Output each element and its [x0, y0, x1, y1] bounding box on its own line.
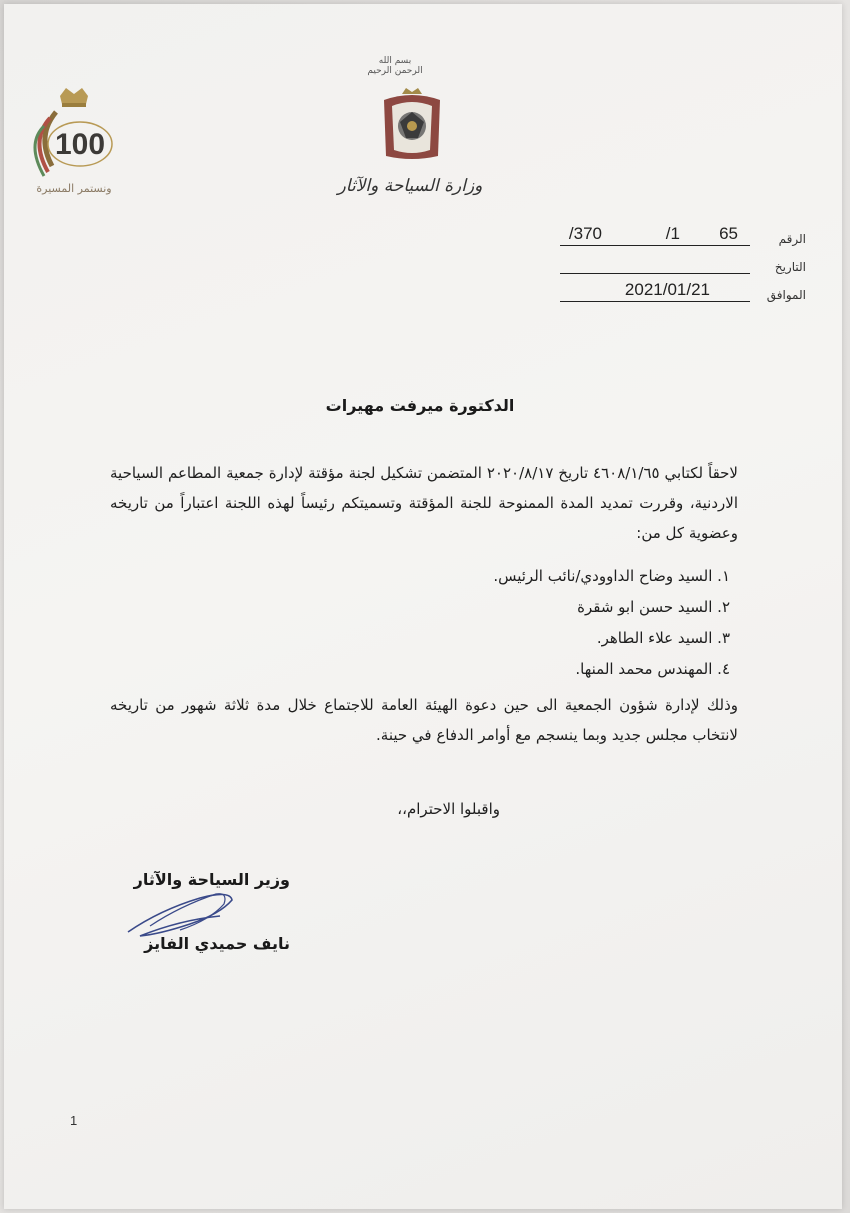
reference-number-part1: 65: [719, 224, 738, 243]
signatory-title: وزير السياحة والآثار: [133, 870, 290, 889]
reference-number-part2: 1/: [665, 224, 680, 243]
basmala-calligraphy: بسم الله الرحمن الرحيم: [367, 56, 423, 76]
letter-recipient: الدكتورة ميرفت مهيرات: [325, 396, 515, 415]
letter-intro-paragraph: لاحقاً لكتابي ٤٦٠٨/١/٦٥ تاريخ ٢٠٢٠/٨/١٧ المتضمن تشكيل لجنة مؤقتة لإدارة جمعية المطاعم السياحية الاردنية، وقررت تمديد المدة الممنوحة للجنة المؤقتة وتسميتكم رئيساً لهذه اللجنة اعتباراً من تاريخه وعضوية كل من:: [110, 464, 738, 542]
centennial-number: 100: [54, 128, 106, 161]
reference-number-part3: 370/: [568, 224, 602, 243]
signatory-name: نايف حميدي الفايز: [144, 934, 290, 953]
ministry-logo-text: وزارة السياحة والآثار: [337, 176, 483, 196]
reference-date-line: [560, 253, 750, 274]
reference-corresponding-line: [560, 281, 750, 302]
reference-date-label: التاريخ: [774, 260, 806, 274]
member-item-2: ٢. السيد حسن ابو شقرة: [577, 598, 730, 616]
letter-conclusion-paragraph: وذلك لإدارة شؤون الجمعية الى حين دعوة الهيئة العامة للاجتماع خلال مدة ثلاثة شهور من تاريخه لانتخاب مجلس جديد وبما ينسجم مع أوامر الدفاع في حينة.: [110, 696, 738, 744]
reference-number-line: [560, 225, 750, 246]
royal-crest-icon: [378, 86, 446, 162]
centennial-slogan: ونستمر المسيرة: [36, 182, 112, 195]
reference-corresponding-label: الموافق: [766, 288, 806, 302]
letter-closing: واقبلوا الاحترام،،: [397, 800, 500, 818]
reference-corresponding-value: 2021/01/21: [624, 280, 710, 299]
member-item-3: ٣. السيد علاء الطاهر.: [596, 629, 730, 647]
reference-number-label: الرقم: [778, 232, 806, 246]
reference-corresponding-row: [560, 276, 806, 302]
reference-date-row: [560, 248, 806, 274]
member-item-4: ٤. المهندس محمد المنها.: [575, 660, 730, 678]
reference-number-row: [560, 220, 806, 246]
member-item-1: ١. السيد وضاح الداوودي/نائب الرئيس.: [493, 567, 730, 585]
member-list: [110, 561, 738, 685]
page-number: 1: [70, 1113, 78, 1128]
